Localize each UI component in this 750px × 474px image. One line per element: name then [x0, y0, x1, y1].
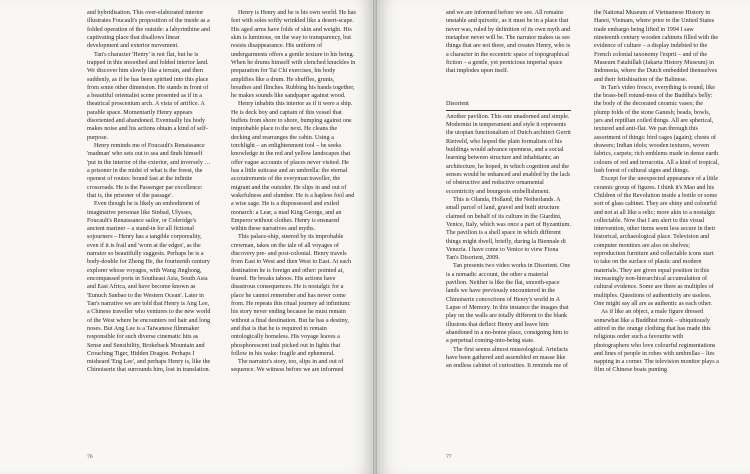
right-page: [377, 0, 750, 474]
paragraph: Another pavilion. This one unadorned and simple. Modernist in temperament and style it represents the utopian functionalism of Dutch architect Gerrit Rietveld, who hoped the plain formalism of his buildings would advance openness, and a social learning between structure and inhabitants; an architecture, he hoped, in which cognition and the senses would be enhanced and enabled by the lack of obstructive and reductive ornamental eccentricity and bourgeois embellishment.: [446, 113, 571, 195]
page-number-left: 76: [87, 454, 93, 460]
paragraph: Even though he is likely an embodiment of imaginative personae like Sinbad, Ulysses, Foucault's Renaissance sailor, or Coleridge's ancient mariner – a stand-in for all fictional sojourners – Henry has a tangible corporeality, even if it is frail and 'worn at the edges', as the narrator so beautifully suggests. Perhaps he is a body-double for Zheng He, the fourteenth century explorer whose voyages, with Wang Jinghong, encompassed ports in Southeast Asia, South Asia and East Africa, and have become known as 'Eunuch Sanbao to the Western Ocean'. Later in Tan's narrative we are told that Henry is Ang Lee, a Chinese traveller who ventures to the new world of the West where he encounters red hair and long noses. But Ang Lee is a Taiwanese filmmaker responsible for such diverse cinematic hits as Sense and Sensibility, Brokeback Mountain and Crouching Tiger, Hidden Dragon. Perhaps I misheard 'Eng Lee', and perhaps Henry is, like the Chinoiserie that surrounds him, lost in translation.: [87, 201, 211, 374]
paragraph: The narrator's story, too, slips in and out of sequence. We witness before we are informed: [231, 359, 344, 374]
paragraph: Tan presents two video works in Disorient. One is a nomadic account, the other a material pavilion. Neither is like the flat, smooth-space lands we have previously encountered in the Chinoiserie concoctions of Henry's world in A Lapse of Memory. In this instance the images that play on the walls are totally different to the blank illusions that deflect Henry and leave him abandoned in a no-home place, consigning him to a perpetual coming-into-being state.: [446, 263, 571, 345]
section-spacer: [446, 76, 571, 100]
paragraph: Henry inhabits this interior as if it were a ship. He is deck boy and captain of this vessel that buffets from shore to shore, bumping against one improbable place to the next. He cleans the decking and rearranges the cabin. Using a torchlight – an enlightenment tool – he seeks knowledge in the red and yellow landscapes that offer vague accounts of places never visited. He has a little suitcase and an umbrella: the eternal accoutrements of the everyman traveller, the migrant and the outsider. He slips in and out of wakefulness and slumber. He is a hapless fool and a wise sage. He is a dispossessed and exiled monarch: a Lear, a mad King George, and an Emperor without clothes. Henry is ensnared within these narratives and myths.: [231, 101, 355, 233]
paragraph: and hybridisation. This over-elaborated interior illustrates Foucault's proposition of the inside as a folded operation of the outside: a labyrinthine and captivating place that disallows linear development and exterior movement.: [87, 10, 210, 50]
paragraph: and we are informed before we see. All remains unstable and quixotic, as it must be in a place that never was, ruled by definition of its own myth and metaphor never will be. The narrator makes us see things that are not there, and creates Henry, who is a character in the eccentric space of topographical fiction – a gentle, yet pernicious imperial space that implodes upon itself.: [446, 10, 571, 75]
column-top-text: [446, 9, 571, 76]
paragraph: the National Museum of Vietnamese History in Hanoi, Vietnam, where prior to the United States trade embargo being lifted in 1994 I saw nineteenth century wooden cabinets filled with the evidence of culture – a display indebted to the French colonial taxonomy l'esprit – and of the Museum Fatahillah (Jakarta History Museum) in Indonesia, where the Dutch embedded themselves and their fetishisation of the Balinese.: [594, 10, 719, 83]
left-page: [0, 0, 373, 474]
left-page-column-2: [231, 9, 356, 453]
paragraph: Henry reminds me of Foucault's Renaissance 'madman' who sets out to sea and finds himself 'put in the interior of the exterior, and inversely … a prisoner in the midst of what is the freest, the openest of routes: bound fast at the infinite crossroads. He is the Passenger par excellence: that is, the prisoner of the passage'.: [87, 143, 211, 199]
column-bottom-text: [446, 113, 571, 371]
paragraph: Henry is Henry and he is his own world. He has feet with soles softly wrinkled like a desert-scape. His aged arms have folds of skin and weight. His skin is luminous, on the way to transparency, but resists disappearance. His uniform of undergarments offers a gentle texture to his being. When he drums himself with clenched knuckles in preparation for Tai Chi exercises, his body amplifies like a drum. He shuffles, grunts, breathes and flinches. Rubbing his hands together, he makes sounds like sandpaper against wood.: [231, 10, 356, 100]
right-page-column-2: [594, 9, 719, 453]
paragraph: Tan's character 'Henry' is not flat, but he is trapped in this smoothed and folded interior land. We discover him slowly like a terrain, and then suddenly, as if he has been spirited into this place from some other dimension. He stands in front of a beautiful orientalist scene presented as if in a theatrical proscenium arch. A vista of artifice. A parable space. Momentarily Henry appears disoriented and abandoned. Eventually his body makes noise and his actions obtain a kind of self-purpose.: [87, 51, 209, 141]
paragraph: This palace-ship, steered by its improbable crewman, takes on the tale of all voyages of discovery pre- and post-colonial. Henry travels from East to West and then West to East. At each destination he is foreign and other: pointed at, feared. He breaks taboos. His actions have disastrous consequences. He is nostalgic for a place he cannot remember and has never come from. He repeats this ritual journey ad infinitum: his story never ending because he must remain without a final destination. But he has a destiny, and that is that he is required to remain ontologically homeless. His voyage leaves a phosphorescent trail picked out in lights that follow in his wake: fragile and ephemeral.: [231, 234, 352, 357]
section-rule: [446, 110, 571, 111]
right-page-column-1: [446, 9, 571, 453]
paragraph: This is Olanda, Holland, the Netherlands. A small parcel of land, gravel and built structure claimed on behalf of its culture in the Giardini, Venice, Italy, which was once a part of Byzantium. The pavilion is a shell space in which different things might dwell, briefly, during la Biennale di Venezia. I have come to Venice to view Fiona Tan's Disorient, 2009.: [446, 196, 571, 262]
section-heading: Disorient: [446, 100, 469, 107]
left-page-column-1: [87, 9, 212, 453]
page-number-right: 77: [446, 454, 452, 460]
paragraph: The first seems almost museological. Artefacts have been gathered and assembled en masse like an endless cabinet of curiosities. It reminds me of: [446, 346, 568, 370]
paragraph: In Tan's video fresco, everything is round, like the brass-bell rotund-ness of the Buddha's belly: the body of the decorated ceramic vases; the plump folds of the stone Ganesh; beads, bowls, jars and reptilian coiled things. All are spherical, textured and anti-flat. We pan through this assortment of things: bird cages (again); chests of drawers; Indian idols; wooden textures, woven fabrics, carpets; rich emblems made in dense earth colours of red and terracotta. All a kind of tropical, lush forest of cultural signs and things.: [594, 84, 719, 174]
paragraph: As if like an object, a male figure dressed somewhat like a Buddhist monk – ubiquitously attired in the orange clothing that has made this religious order such a favourite with photographers who love colourful regimentations and lines of people in robes with umbrellas – lies napping in a corner. The television monitor plays a film of Chinese boats punting: [594, 309, 719, 374]
paragraph: Except for the unexpected appearance of a little ceramic group of figures. I think it's Mao and his Children of the Revolution inside a bottle or some sort of glass cabinet. They are shiny and colourful and not at all like a relic; more akin to a nostalgic collectable. Now that I am alert to this visual intervention, other items seem less secure in their historical, archaeological place. Television and computer monitors are also on shelves; reproduction furniture and collectable icons start to take on the surface of plastic and modern materials. They are given equal position in this increasingly non-hierarchical accumulation of cultural evidence. Some are there as multiples of multiples. Questions of authenticity are useless. One might say all are as authentic as each other.: [594, 176, 719, 307]
